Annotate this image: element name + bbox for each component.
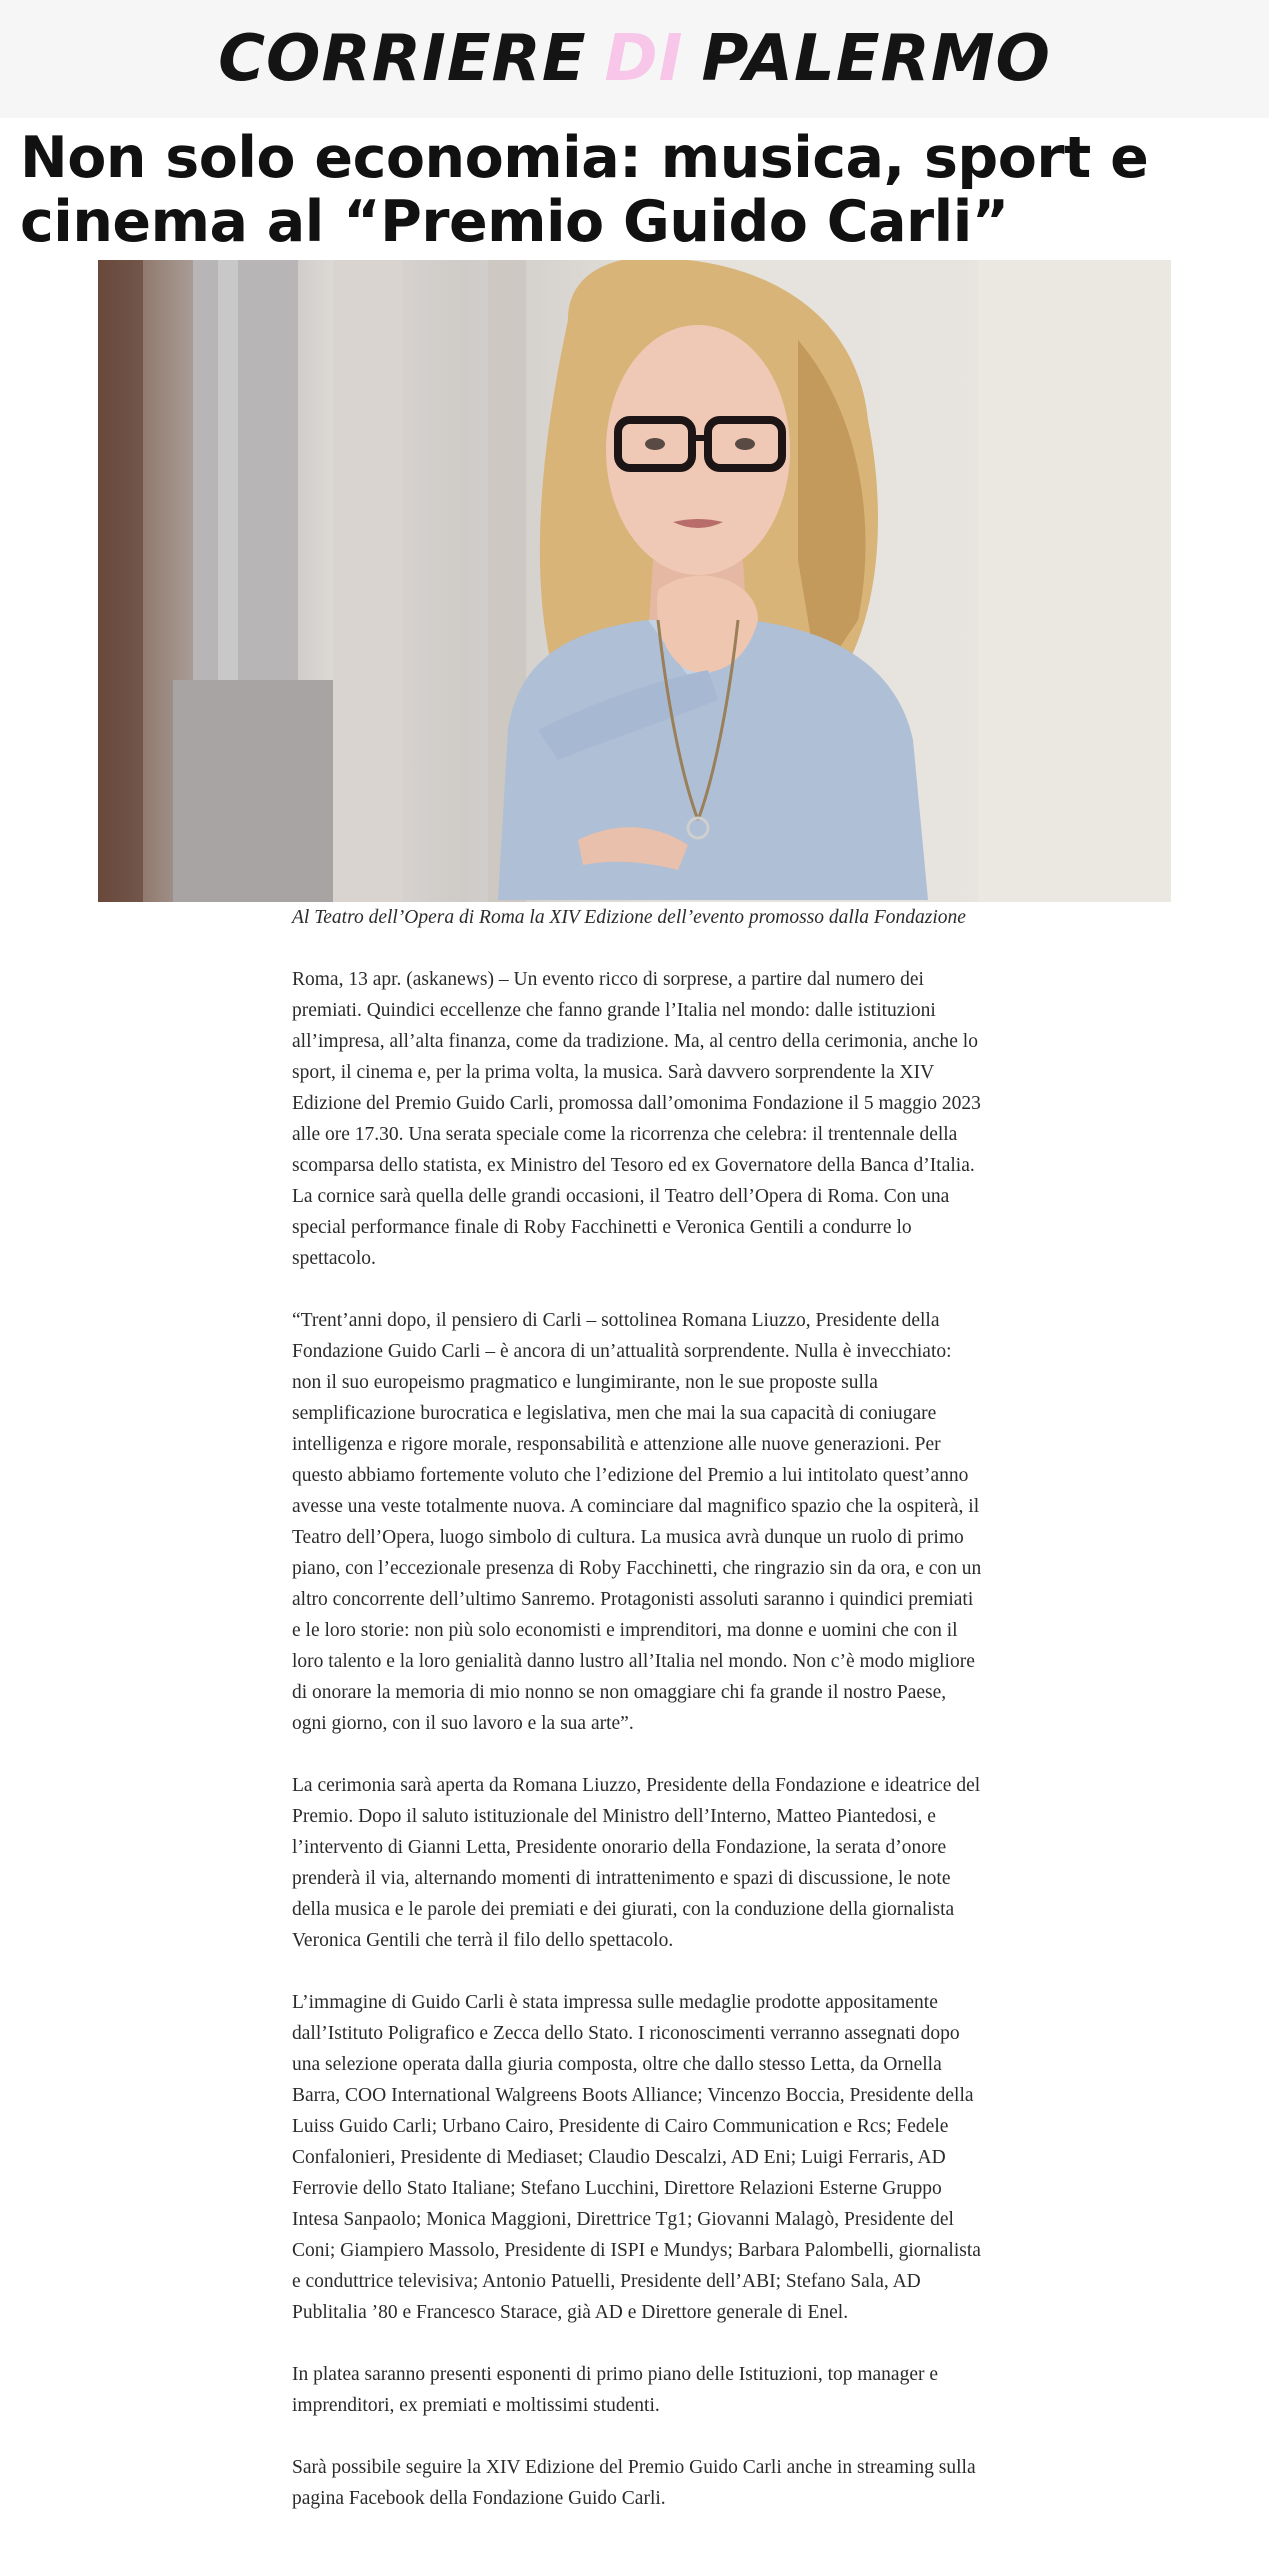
article-body	[292, 902, 982, 2514]
logo-word-palermo: PALERMO	[701, 22, 1051, 96]
article-paragraph: Sarà possibile seguire la XIV Edizione del Premio Guido Carli anche in streaming sulla pagina Facebook della Fondazione Guido Carli.	[292, 2457, 976, 2509]
site-header	[0, 0, 1269, 118]
article-paragraph: Roma, 13 apr. (askanews) – Un evento ricco di sorprese, a partire dal numero dei premiati. Quindici eccellenze che fanno grande l’Italia nel mondo: dalle istituzioni all’impresa, all’alta finanza, come da tradizione. Ma, al centro della cerimonia, anche lo sport, il cinema e, per la prima volta, la musica. Sarà davvero sorprendente la XIV Edizione del Premio Guido Carli, promossa dall’omonima Fondazione il 5 maggio 2023 alle ore 17.30. Una serata speciale come la ricorrenza che celebra: il trentennale della scomparsa dello statista, ex Ministro del Tesoro ed ex Governatore della Banca d’Italia. La cornice sarà quella delle grandi occasioni, il Teatro dell’Opera di Roma. Con una special performance finale di Roby Facchinetti e Veronica Gentili a condurre lo spettacolo.	[292, 969, 981, 1269]
portrait-illustration	[98, 260, 1171, 902]
article-title: Non solo economia: musica, sport e cinema al “Premio Guido Carli”	[20, 125, 1149, 255]
site-logo[interactable]	[218, 22, 1051, 96]
article-hero-image	[98, 260, 1171, 902]
logo-word-corriere: CORRIERE	[218, 22, 587, 96]
article-paragraph: L’immagine di Guido Carli è stata impressa sulle medaglie prodotte appositamente dall’Istituto Poligrafico e Zecca dello Stato. I riconoscimenti verranno assegnati dopo una selezione operata dalla giuria composta, oltre che dallo stesso Letta, da Ornella Barra, COO International Walgreens Boots Alliance; Vincenzo Boccia, Presidente della Luiss Guido Carli; Urbano Cairo, Presidente di Cairo Communication e Rcs; Fedele Confalonieri, Presidente di Mediaset; Claudio Descalzi, AD Eni; Luigi Ferraris, AD Ferrovie dello Stato Italiane; Stefano Lucchini, Direttore Relazioni Esterne Gruppo Intesa Sanpaolo; Monica Maggioni, Direttrice Tg1; Giovanni Malagò, Presidente del Coni; Giampiero Massolo, Presidente di ISPI e Mundys; Barbara Palombelli, giornalista e conduttrice televisiva; Antonio Patuelli, Presidente dell’ABI; Stefano Sala, AD Publitalia ’80 e Francesco Starace, già AD e Direttore generale di Enel.	[292, 1992, 981, 2323]
image-caption: Al Teatro dell’Opera di Roma la XIV Edizione dell’evento promosso dalla Fondazione	[292, 907, 966, 928]
article-paragraph: In platea saranno presenti esponenti di primo piano delle Istituzioni, top manager e imprenditori, ex premiati e moltissimi studenti.	[292, 2364, 939, 2416]
article-paragraph: “Trent’anni dopo, il pensiero di Carli – sottolinea Romana Liuzzo, Presidente della Fondazione Guido Carli – è ancora di un’attualità sorprendente. Nulla è invecchiato: non il suo europeismo pragmatico e lungimirante, non le sue proposte sulla semplificazione burocratica e legislativa, men che mai la sua capacità di coniugare intelligenza e rigore morale, responsabilità e attenzione alle nuove generazioni. Per questo abbiamo fortemente voluto che l’edizione del Premio a lui intitolato quest’anno avesse una veste totalmente nuova. A cominciare dal magnifico spazio che la ospiterà, il Teatro dell’Opera, luogo simbolo di cultura. La musica avrà dunque un ruolo di primo piano, con l’eccezionale presenza di Roby Facchinetti, che ringrazio sin da ora, e con un altro concorrente dell’ultimo Sanremo. Protagonisti assoluti saranno i quindici premiati e le loro storie: non più solo economisti e imprenditori, ma donne e uomini che con il loro talento e la loro genialità danno lustro all’Italia nel mondo. Non c’è modo migliore di onorare la memoria di mio nonno se non omaggiare chi fa grande il nostro Paese, ogni giorno, con il suo lavoro e la sua arte”.	[292, 1310, 982, 1734]
logo-word-di: DI	[604, 22, 684, 96]
article-paragraph: La cerimonia sarà aperta da Romana Liuzzo, Presidente della Fondazione e ideatrice del Premio. Dopo il saluto istituzionale del Ministro dell’Interno, Matteo Piantedosi, e l’intervento di Gianni Letta, Presidente onorario della Fondazione, la serata d’onore prenderà il via, alternando momenti di intrattenimento e spazi di discussione, le note della musica e le parole dei premiati e dei giurati, con la conduzione della giornalista Veronica Gentili che terrà il filo dello spettacolo.	[292, 1775, 981, 1951]
